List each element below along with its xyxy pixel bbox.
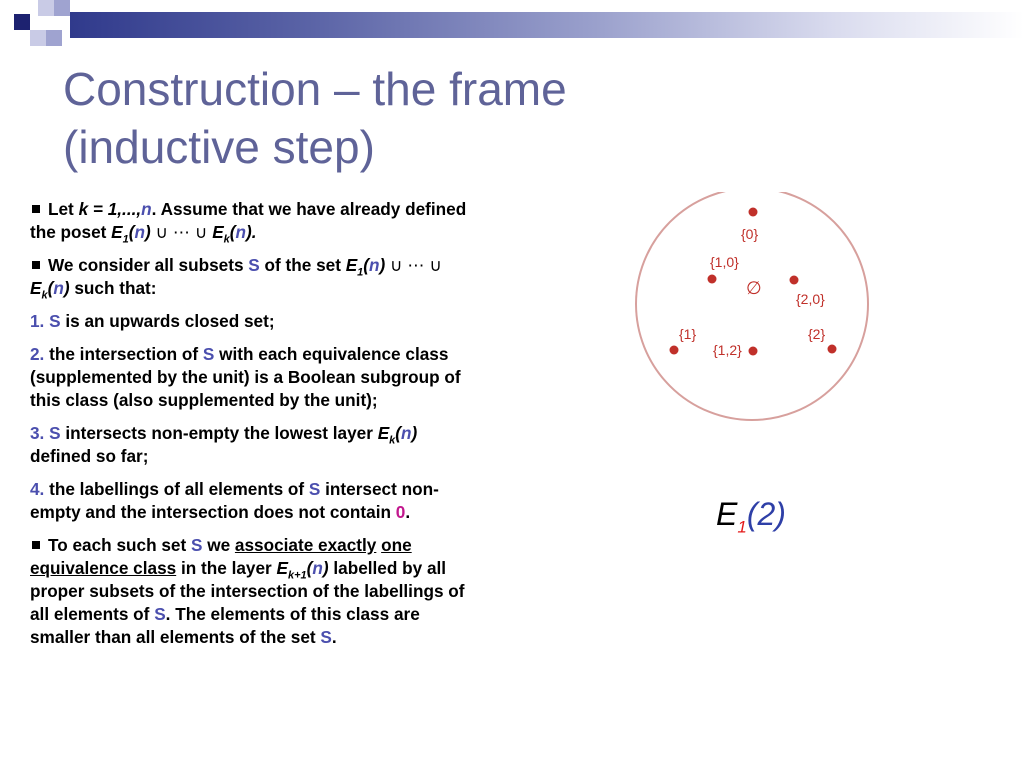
condition-4: 4. the labellings of all elements of S intersect non-empty and the intersection does not contain 0. (30, 479, 439, 522)
title-line-1: Construction – the frame (63, 63, 567, 115)
node-label-6: {2} (808, 326, 826, 342)
bullet-icon (32, 541, 40, 549)
node-label-3: {2,0} (796, 291, 825, 307)
slide-body (30, 198, 470, 659)
bullet-paragraph-1: Let k = 1,...,n. Assume that we have already defined the poset $E_1(n)$ ∪ ⋯ ∪ $E_k(n)$. (30, 199, 467, 246)
decor-square-light-4 (46, 30, 62, 46)
title-line-2: (inductive step) (63, 121, 375, 173)
diagram-caption: $E_1(2)$ (716, 496, 786, 537)
bullet-icon (32, 205, 40, 213)
header-decoration (0, 0, 1024, 50)
node-label-5: {1,2} (713, 342, 742, 358)
condition-3: 3. S intersects non-empty the lowest layer $E_k(n)$ defined so far; (30, 423, 418, 466)
slide-title (63, 60, 763, 176)
bullet-icon (32, 261, 40, 269)
node-point-0 (749, 208, 758, 217)
node-label-2: ∅ (746, 278, 762, 298)
decor-square-navy (14, 14, 30, 30)
node-label-0: {0} (741, 226, 759, 242)
node-point-5 (749, 347, 758, 356)
node-point-3 (790, 276, 799, 285)
decor-square-light-1 (38, 0, 54, 16)
node-point-1 (708, 275, 717, 284)
node-label-4: {1} (679, 326, 697, 342)
node-point-4 (670, 346, 679, 355)
decor-square-light-2 (54, 0, 70, 16)
header-gradient-bar (70, 12, 1024, 38)
decor-square-light-3 (30, 30, 46, 46)
poset-diagram (630, 192, 880, 432)
condition-1: 1. S is an upwards closed set; (30, 311, 275, 331)
node-label-1: {1,0} (710, 254, 739, 270)
condition-2: 2. the intersection of S with each equivalence class (supplemented by the unit) is a Boolean subgroup of this class (also supplemented by the unit); (30, 344, 461, 410)
bullet-paragraph-3: To each such set S we associate exactly one equivalence class in the layer $E_{k+1}(n)$ labelled by all proper subsets of the intersection of the labellings of all elements of S. The elements of this class are smaller than all elements of the set S. (30, 535, 465, 647)
bullet-paragraph-2: We consider all subsets S of the set $E_1(n)$ ∪ ⋯ ∪ $E_k(n)$ such that: (30, 255, 442, 302)
node-point-6 (828, 345, 837, 354)
